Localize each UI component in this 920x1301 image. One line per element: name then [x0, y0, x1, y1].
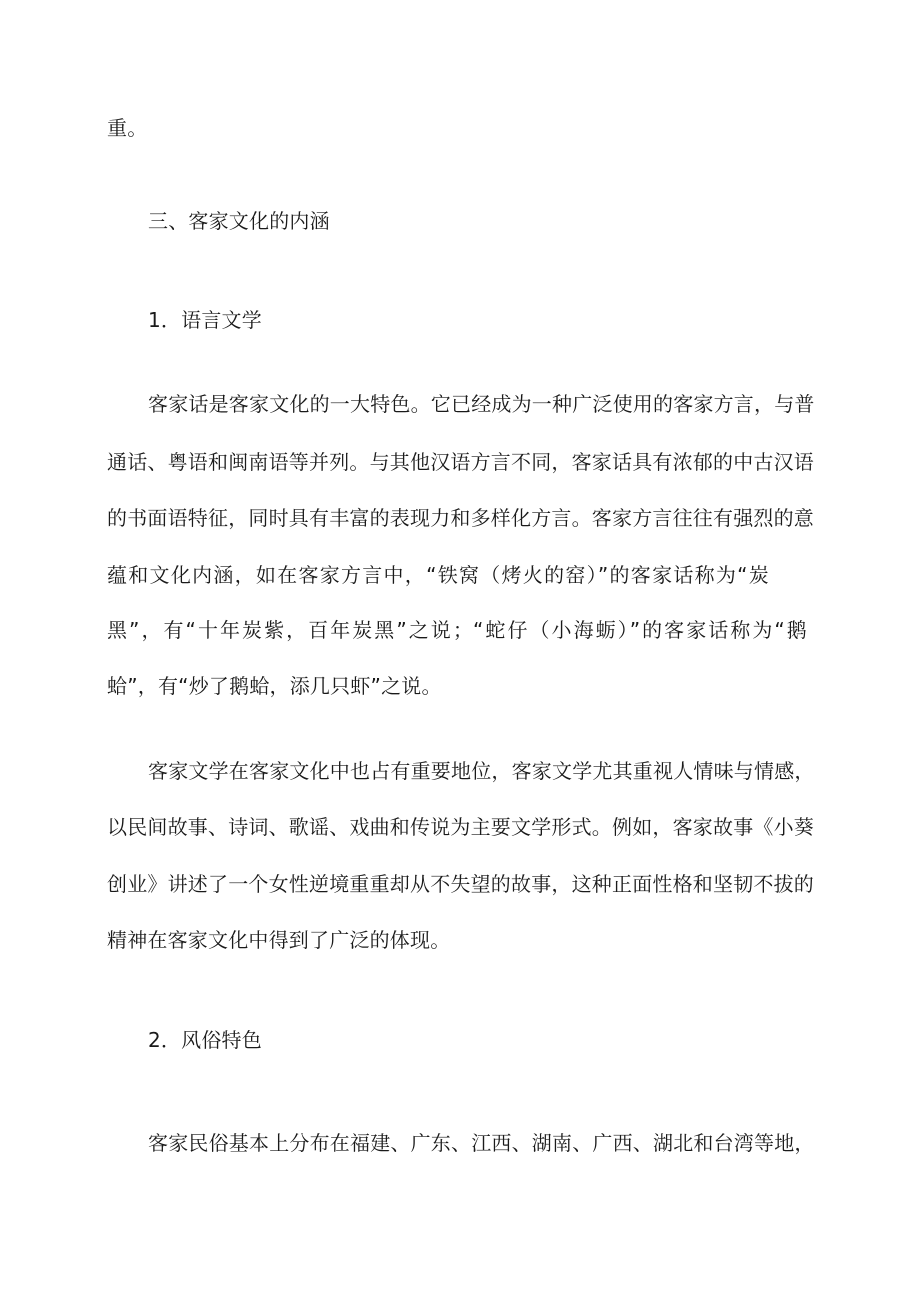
subsection-heading-customs: 2．风俗特色 — [148, 1028, 262, 1052]
subsection-heading-language-literature: 1．语言文学 — [148, 308, 262, 332]
paragraph-line: 通话、粤语和闽南语等并列。与其他汉语方言不同，客家话具有浓郁的中古汉语 — [107, 450, 814, 474]
paragraph-line: 客家民俗基本上分布在福建、广东、江西、湖南、广西、湖北和台湾等地， — [148, 1131, 815, 1155]
paragraph-line: 以民间故事、诗词、歌谣、戏曲和传说为主要文学形式。例如，客家故事《小葵 — [107, 815, 814, 839]
paragraph-line: 精神在客家文化中得到了广泛的体现。 — [107, 928, 451, 952]
paragraph-line: 客家话是客家文化的一大特色。它已经成为一种广泛使用的客家方言，与普 — [148, 392, 815, 416]
section-heading: 三、客家文化的内涵 — [148, 209, 330, 233]
paragraph-line: 黑”，有“十年炭紫，百年炭黑”之说；“蛇仔（小海蛎）”的客家话称为“鹅 — [107, 618, 807, 642]
paragraph-line: 蛤”，有“炒了鹅蛤，添几只虾”之说。 — [107, 674, 442, 698]
continuation-text: 重。 — [107, 116, 148, 140]
paragraph-line: 蕴和文化内涵，如在客家方言中，“铁窝（烤火的窑）”的客家话称为“炭 — [107, 563, 769, 587]
paragraph-line: 的书面语特征，同时具有丰富的表现力和多样化方言。客家方言往往有强烈的意 — [107, 506, 814, 530]
paragraph-line: 客家文学在客家文化中也占有重要地位，客家文学尤其重视人情味与情感， — [148, 759, 815, 783]
paragraph-line: 创业》讲述了一个女性逆境重重却从不失望的故事，这种正面性格和坚韧不拔的 — [107, 872, 814, 896]
